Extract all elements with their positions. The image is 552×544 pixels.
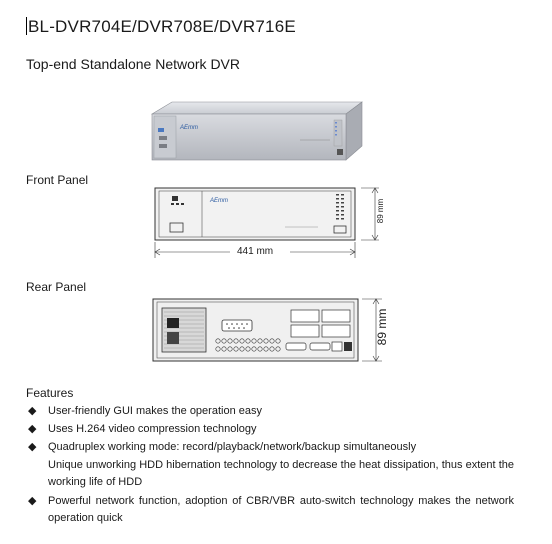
feature-text: Quadruplex working mode: record/playback/network/backup simultaneously: [48, 441, 417, 453]
rear-panel-diagram: [150, 296, 395, 368]
feature-text: User-friendly GUI makes the operation easy: [48, 405, 262, 417]
rear-height-dimension: 89 mm: [375, 308, 389, 346]
feature-item: [28, 403, 518, 420]
features-heading: Features: [26, 386, 74, 400]
front-brand-logo: AEmm: [210, 198, 228, 204]
diamond-bullet-icon: ◆: [28, 405, 37, 417]
page-title: [26, 17, 296, 37]
brand-logo-photo: AEmm: [180, 125, 198, 131]
page-subtitle: Top-end Standalone Network DVR: [26, 56, 241, 72]
width-dimension: 441 mm: [237, 246, 274, 257]
diamond-bullet-icon: ◆: [28, 495, 37, 507]
feature-item: [28, 493, 518, 527]
feature-item: [28, 421, 518, 438]
page-title-text: BL-DVR704E/DVR708E/DVR716E: [28, 17, 296, 36]
feature-item: [28, 439, 518, 456]
feature-text: Powerful network function, adoption of CBR/VBR auto-switch technology makes the network operation quick: [48, 495, 514, 524]
dvr-product-photo: [150, 100, 365, 165]
diamond-bullet-icon: ◆: [28, 441, 37, 453]
front-panel-label: Front Panel: [26, 173, 89, 187]
rear-panel-label: Rear Panel: [26, 280, 87, 294]
feature-text: Uses H.264 video compression technology: [48, 423, 257, 435]
text-cursor: [26, 17, 27, 35]
diamond-bullet-icon: ◆: [28, 423, 37, 435]
feature-text: Unique unworking HDD hibernation technology to decrease the heat dissipation, thus extent the working life of HDD: [48, 459, 514, 488]
feature-item-continued: [28, 457, 518, 491]
front-height-dimension: 89 mm: [376, 198, 385, 224]
